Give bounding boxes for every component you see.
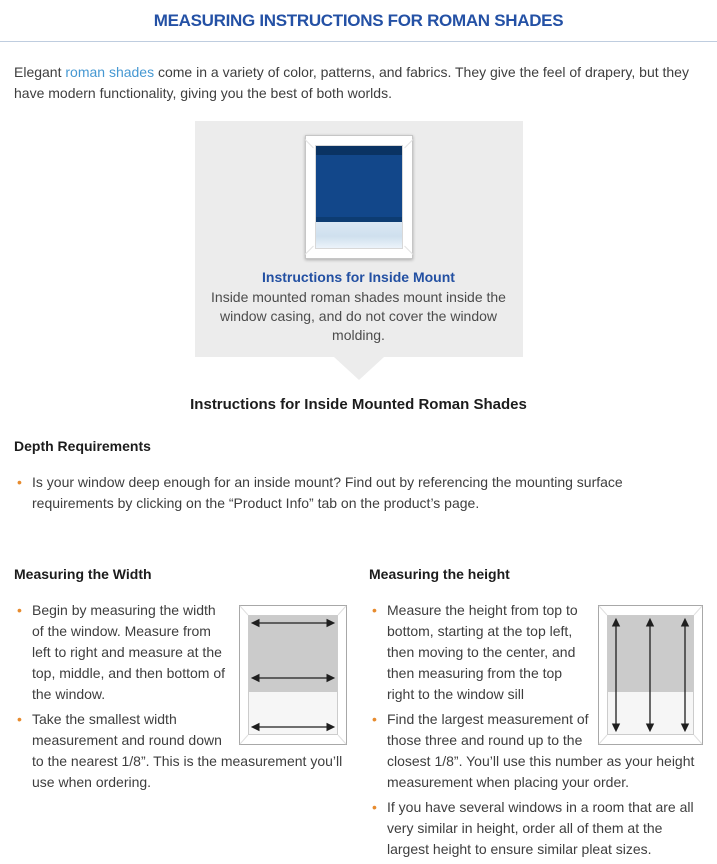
frame-mitre-icon [404,246,413,255]
callout-title-link[interactable]: Instructions for Inside Mount [262,269,455,285]
roman-shades-link[interactable]: roman shades [65,64,155,80]
list-item: • Find the largest measurement of those three and round up to the closest 1/8”. You’ll use this number as your height measurement when placing your order. [369,709,703,793]
measuring-height-list [369,600,703,860]
title-divider [0,41,717,42]
measuring-width-heading: Measuring the Width [14,566,152,582]
callout-box [195,121,523,357]
intro-text-post: come in a variety of color, patterns, and fabrics. They give the feel of drapery, but they have modern functionality, giving you the best of both worlds. [14,64,689,101]
list-item: • Measure the height from top to bottom, starting at the top left, then moving to the center, and then measuring from the top right to the window sill [369,600,703,705]
section-title: Instructions for Inside Mounted Roman Shades [190,396,527,413]
measuring-width-body [14,600,347,793]
page-title: MEASURING INSTRUCTIONS FOR ROMAN SHADES [153,11,564,30]
callout-pointer-arrow-icon [334,357,384,380]
inside-mount-callout [14,121,703,380]
list-item: • Is your window deep enough for an inside mount? Find out by referencing the mounting surface requirements by clicking on the “Product Info” tab on the product’s page. [14,472,703,514]
list-item: • Take the smallest width measurement and round down to the nearest 1/8”. This is the measurement you’ll use when ordering. [14,709,347,793]
window-pane [315,145,403,249]
frame-mitre-icon [304,139,313,148]
intro-paragraph [14,62,703,104]
measuring-height-body [369,600,703,860]
list-item: • If you have several windows in a room that are all very similar in height, order all of them at the largest height to ensure similar pleat sizes. [369,797,703,860]
measuring-instructions-page [0,10,717,864]
frame-mitre-icon [304,246,313,255]
window-sill-light [316,222,402,248]
roman-shade-illustration [305,135,413,259]
callout-description: Inside mounted roman shades mount inside the window casing, and do not cover the window molding. [211,289,506,343]
intro-text-pre: Elegant [14,64,66,80]
depth-requirements-heading: Depth Requirements [14,438,151,454]
measuring-height-section [369,542,703,864]
measuring-width-section [14,542,347,864]
measuring-width-list [14,600,347,793]
shade-panel [316,155,402,217]
depth-requirements-list [14,472,703,514]
measuring-columns [14,542,703,864]
measuring-height-heading: Measuring the height [369,566,510,582]
column-spacer [347,542,369,864]
frame-mitre-icon [404,139,413,148]
list-item: • Begin by measuring the width of the window. Measure from left to right and measure at the top, middle, and then bottom of the window. [14,600,347,705]
shade-headrail [316,146,402,155]
